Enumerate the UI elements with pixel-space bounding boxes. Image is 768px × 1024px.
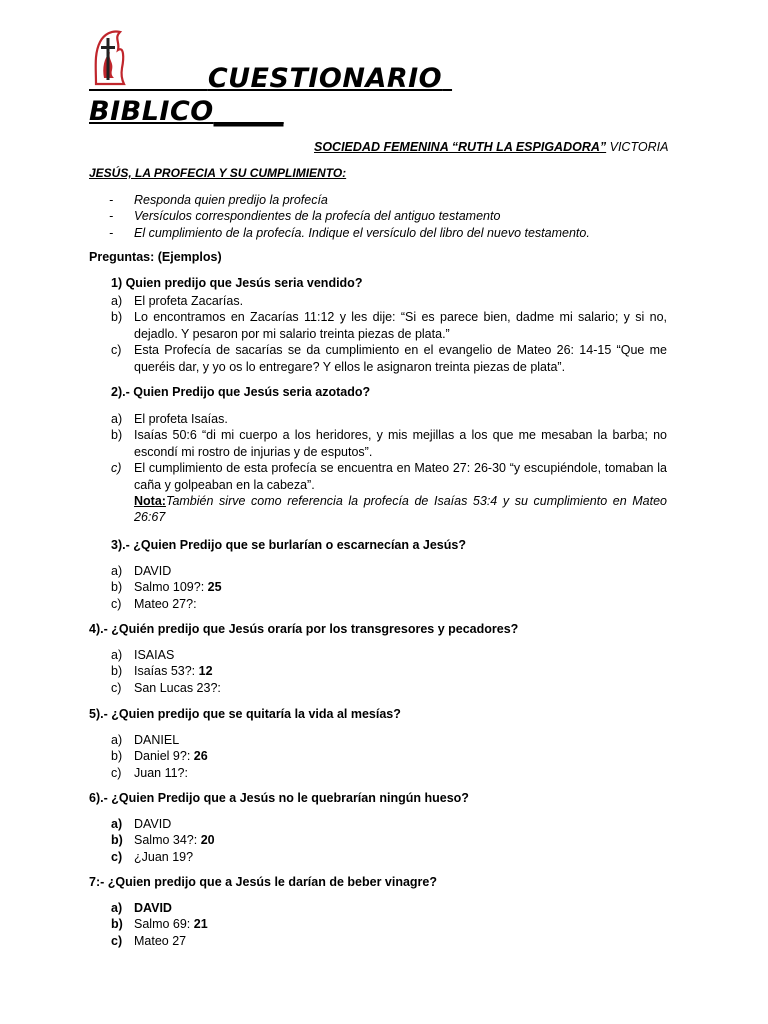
list-item: c) Mateo 27?: (111, 596, 197, 611)
question-3: 3).- ¿Quien Predijo que se burlarían o escarnecían a Jesús? (111, 538, 466, 552)
question-7: 7:- ¿Quien predijo que a Jesús le darían de beber vinagre? (89, 875, 438, 889)
question-6: 6).- ¿Quien Predijo que a Jesús no le quebrarían ningún hueso? (89, 791, 469, 805)
list-item: b) Lo encontramos en Zacarías 11:12 y les dije: “Si es parece bien, dadme mi salario; y si no, dejadlo. Y pesaron por mi salario treinta piezas de plata.” (111, 310, 667, 341)
list-item: a) ISAIAS (111, 648, 175, 662)
list-item: b) Daniel 9?: 26 (111, 749, 208, 764)
list-item: c) Mateo 27 (111, 933, 187, 948)
title-line-2: BIBLICO (89, 96, 214, 127)
list-item: a) El profeta Isaías. (111, 412, 228, 426)
list-item: - Versículos correspondientes de la profecía del antiguo testamento (109, 208, 669, 224)
list-item: a) DAVID (111, 564, 172, 578)
list-item: b) Salmo 109?: 25 (111, 580, 222, 595)
instructions-list (109, 192, 669, 241)
list-item: - El cumplimiento de la profecía. Indique el versículo del libro del nuevo testamento. (109, 225, 669, 241)
list-item: a) El profeta Zacarías. (111, 294, 244, 308)
society-name: SOCIEDAD FEMENINA “RUTH LA ESPIGADORA” (314, 140, 607, 154)
answers-3 (111, 563, 667, 612)
list-item: b) Salmo 34?: 20 (111, 833, 215, 848)
answers-2 (111, 411, 667, 526)
answers-6 (111, 816, 667, 865)
answers-1 (111, 293, 667, 375)
list-item: c) San Lucas 23?: (111, 680, 221, 695)
note: Nota:También sirve como referencia la profecía de Isaías 53:4 y su cumplimiento en Mateo 26:67 (134, 494, 667, 525)
list-item: c) ¿Juan 19? (111, 849, 194, 864)
list-item: - Responda quien predijo la profecía (109, 192, 669, 208)
society-city: VICTORIA (609, 140, 669, 154)
list-item: c) Esta Profecía de sacarías se da cumplimiento en el evangelio de Mateo 26: 14-15 “Que me queréis dar, y yo os lo entregare? Y ellos le asignaron treinta piezas de plata”. (111, 343, 667, 374)
answers-5 (111, 732, 667, 781)
answers-4 (111, 647, 667, 696)
section-title: JESÚS, LA PROFECIA Y SU CUMPLIMIENTO: (89, 166, 347, 180)
question-2: 2).- Quien Predijo que Jesús seria azotado? (111, 385, 371, 399)
title-line-1: CUESTIONARIO (207, 63, 443, 94)
list-item: b) Isaías 50:6 “di mi cuerpo a los heridores, y mis mejillas a los que me mesaban la barba; no escondí mi rostro de injurias y de esputos”. (111, 428, 667, 459)
society-line (314, 140, 668, 154)
question-5: 5).- ¿Quien predijo que se quitaría la vida al mesías? (89, 707, 401, 721)
preguntas-label: Preguntas: (Ejemplos) (89, 250, 222, 264)
page-title: CUESTIONARIO BIBLICO_____ (89, 63, 443, 127)
list-item: a) DAVID (111, 901, 172, 915)
list-item: a) DAVID (111, 817, 172, 831)
list-item: a) DANIEL (111, 733, 180, 747)
list-item: c) Juan 11?: (111, 765, 188, 780)
question-1: 1) Quien predijo que Jesús seria vendido? (111, 276, 363, 290)
list-item: b) Salmo 69: 21 (111, 917, 208, 932)
list-item: b) Isaías 53?: 12 (111, 664, 213, 679)
list-item: c) El cumplimiento de esta profecía se encuentra en Mateo 27: 26-30 “y escupiéndole, tomaban la caña y golpeaban en la cabeza”. Nota:También sirve como referencia la profecía de Isaías 53:4 y su cumplimiento en Mateo 26:67 (111, 461, 667, 525)
answers-7 (111, 900, 667, 949)
question-4: 4).- ¿Quién predijo que Jesús oraría por los transgresores y pecadores? (89, 622, 519, 636)
